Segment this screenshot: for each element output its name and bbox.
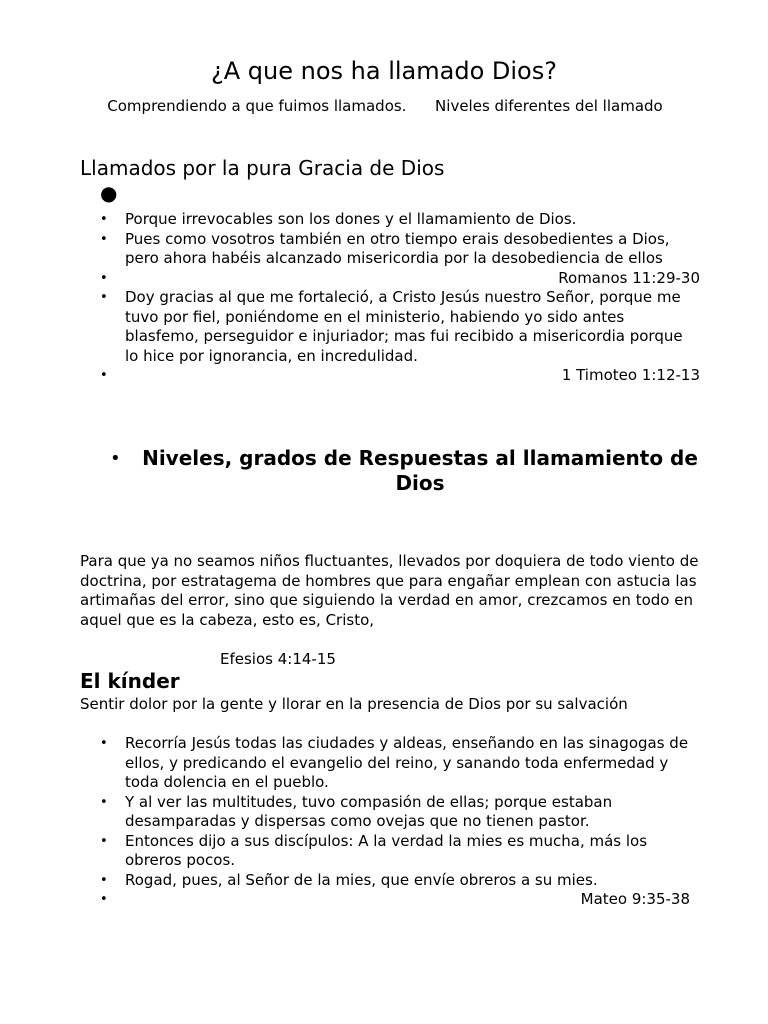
list-item: • Porque irrevocables son los dones y el llamamiento de Dios.: [100, 210, 577, 228]
section-heading-kinder: El kínder: [80, 669, 180, 693]
section-heading-grace: Llamados por la pura Gracia de Dios: [80, 156, 445, 180]
efesios-reference: Efesios 4:14-15: [220, 650, 336, 668]
verse-reference: • 1 Timoteo 1:12-13: [100, 366, 700, 384]
page-title: ¿A que nos ha llamado Dios?: [211, 57, 557, 85]
levels-heading: • Niveles, grados de Respuestas al llamamiento de Dios: [110, 446, 698, 495]
bullet-icon: ●: [100, 181, 118, 205]
grace-verse-list-body: [80, 210, 700, 386]
list-item: [80, 181, 700, 205]
bullet-icon: •: [100, 231, 108, 247]
subtitle: Comprendiendo a que fuimos llamados. Niveles diferentes del llamado: [107, 97, 663, 115]
bullet-icon: •: [100, 892, 108, 907]
bullet-icon: •: [100, 794, 108, 810]
bullet-icon: •: [100, 368, 108, 383]
kinder-verse-list: [80, 734, 690, 910]
bullet-icon: •: [100, 872, 108, 888]
bullet-icon: •: [100, 212, 108, 227]
bullet-icon: •: [100, 270, 108, 286]
kinder-intro: Sentir dolor por la gente y llorar en la presencia de Dios por su salvación: [80, 695, 628, 713]
list-item: • Pues como vosotros también en otro tiempo erais desobedientes a Dios, pero ahora habéis alcanzado misericordia por la desobediencia de ellos: [100, 229, 670, 267]
verse-reference: • Romanos 11:29-30: [100, 268, 700, 287]
grace-verse-list: [80, 181, 700, 205]
list-item: • Y al ver las multitudes, tuvo compasión de ellas; porque estaban desamparadas y dispersas como ovejas que no tienen pastor.: [100, 792, 613, 830]
bullet-icon: •: [100, 833, 108, 849]
bullet-icon: •: [110, 448, 121, 469]
list-item: • Rogad, pues, al Señor de la mies, que envíe obreros a su mies.: [100, 870, 598, 889]
bullet-icon: •: [100, 736, 108, 751]
bullet-icon: •: [100, 290, 108, 305]
efesios-text: Para que ya no seamos niños fluctuantes, llevados por doquiera de todo viento de doctrina, por estratagema de hombres que para engañar emplean con astucia las artimañas del error, sino que siguiendo la verdad en amor, crezcamos en todo en aquel que es la cabeza, esto es, Cristo,: [80, 552, 699, 629]
list-item: • Doy gracias al que me fortaleció, a Cristo Jesús nuestro Señor, porque me tuvo por fiel, poniéndome en el ministerio, habiendo yo sido antes blasfemo, perseguidor e injuriador; mas fui recibido a misericordia porque lo hice por ignorancia, en incredulidad.: [100, 288, 683, 365]
list-item: • Entonces dijo a sus discípulos: A la verdad la mies es mucha, más los obreros pocos.: [100, 831, 648, 869]
verse-reference: • Mateo 9:35-38: [100, 890, 690, 908]
list-item: • Recorría Jesús todas las ciudades y aldeas, enseñando en las sinagogas de ellos, y predicando el evangelio del reino, y sanando toda enfermedad y toda dolencia en el pueblo.: [100, 734, 689, 791]
